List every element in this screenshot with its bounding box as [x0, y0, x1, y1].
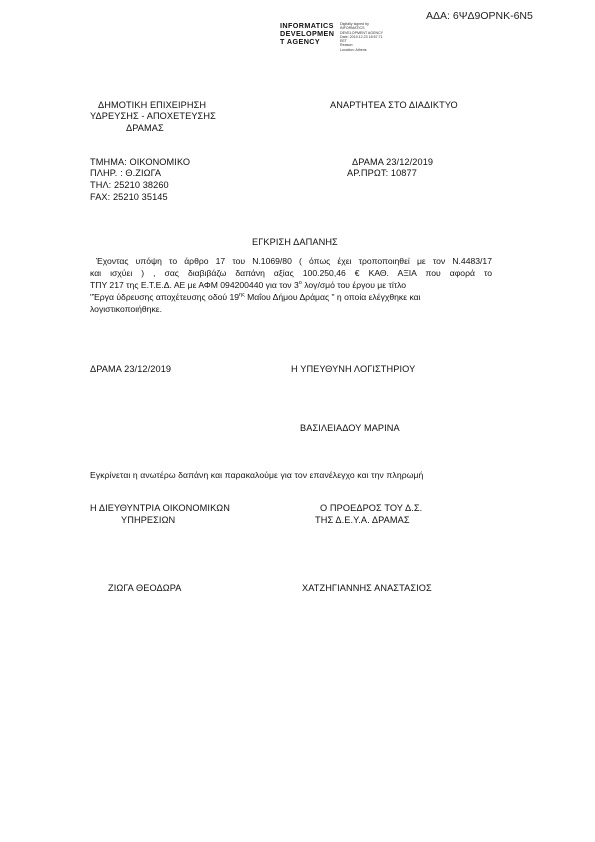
org-name-line-2: ΥΔΡΕΥΣΗΣ - ΑΠΟΧΕΤΕΥΣΗΣ [90, 111, 216, 121]
org-name-line-3: ΔΡΑΜΑΣ [126, 123, 164, 133]
stamp-org-line: INFORMATICS [280, 21, 334, 30]
protocol-number: ΑΡ.ΠΡΩΤ: 10877 [347, 168, 417, 178]
phone: ΤΗΛ: 25210 38260 [90, 180, 169, 190]
stamp-detail-line: EET [340, 39, 347, 44]
stamp-detail-line: DEVELOPMENT AGENCY [340, 30, 384, 35]
body-text: ΤΠΥ 217 της Ε.Τ.Ε.Δ. ΑΕ με ΑΦΜ 094200440 για τον 3 [90, 280, 299, 290]
director-role-line-1: Η ΔΙΕΥΘΥΝΤΡΙΑ ΟΙΚΟΝΟΜΙΚΩΝ [90, 503, 230, 513]
org-name-line-1: ΔΗΜΟΤΙΚΗ ΕΠΙΧΕΙΡΗΣΗ [98, 100, 207, 110]
department: ΤΜΗΜΑ: ΟΙΚΟΝΟΜΙΚΟ [90, 157, 191, 167]
stamp-detail-line: Reason: [340, 43, 354, 48]
stamp-detail-line: INFORMATICS [340, 26, 365, 31]
president-name: ΧΑΤΖΗΓΙΑΝΝΗΣ ΑΝΑΣΤΑΣΙΟΣ [302, 583, 432, 593]
body-line: και ισχύει ) , σας διαβιβάζω δαπάνη αξίας 100.250,46 € ΚΑΘ. ΑΞΙΑ που αφορά το [90, 268, 492, 278]
body-line [90, 279, 492, 291]
body-text: "Έργα ύδρευσης αποχέτευσης οδού 19 [90, 292, 240, 302]
stamp-org-line: T AGENCY [280, 37, 321, 46]
approval-statement: Εγκρίνεται η ανωτέρω δαπάνη και παρακαλούμε για τον επανέλεγχο και την πληρωμή [90, 470, 424, 480]
body-line [90, 291, 492, 303]
accountant-role: Η ΥΠΕΥΘΥΝΗ ΛΟΓΙΣΤΗΡΙΟΥ [291, 364, 416, 374]
superscript: ο [298, 280, 302, 287]
stamp-detail-line: Digitally signed by [340, 22, 369, 26]
body-text: λογ/σμό του έργου με τίτλο [301, 280, 407, 290]
stamp-org-line: DEVELOPMEN [280, 29, 335, 38]
body-line: λογιστικοποιήθηκε. [90, 304, 162, 314]
body-text: Μαΐου Δήμου Δράμας " η οποία ελέγχθηκε και [244, 292, 421, 302]
document-title: ΕΓΚΡΙΣΗ ΔΑΠΑΝΗΣ [252, 237, 338, 247]
stamp-detail-line: Location: Athens [340, 47, 367, 52]
signature-stamp-org [280, 22, 334, 46]
signature-stamp-details [340, 22, 383, 52]
posting-note: ΑΝΑΡΤΗΤΕΑ ΣΤΟ ΔΙΑΔΙΚΤΥΟ [330, 100, 458, 110]
ada-code: ΑΔΑ: 6ΨΔ9ΟΡΝΚ-6Ν5 [426, 10, 533, 22]
document-date: ΔΡΑΜΑ 23/12/2019 [352, 157, 434, 167]
body-line: Έχοντας υπόψη το άρθρο 17 του Ν.1069/80 ( όπως έχει τροποποιηθεί με τον Ν.4483/17 [96, 256, 492, 266]
director-role-line-2: ΥΠΗΡΕΣΙΩΝ [121, 515, 176, 525]
accountant-name: ΒΑΣΙΛΕΙΑΔΟΥ ΜΑΡΙΝΑ [300, 423, 400, 433]
accountant-date: ΔΡΑΜΑ 23/12/2019 [90, 364, 172, 374]
contact-person: ΠΛΗΡ. : Θ.ΖΙΩΓΑ [90, 168, 162, 178]
fax: FAX: 25210 35145 [90, 192, 168, 202]
superscript: ης [239, 292, 245, 299]
president-role-line-1: Ο ΠΡΟΕΔΡΟΣ ΤΟΥ Δ.Σ. [320, 503, 423, 513]
stamp-detail-line: Date: 2019.12.23 18:57:71 [340, 34, 383, 39]
body-paragraph [90, 255, 492, 315]
director-name: ΖΙΩΓΑ ΘΕΟΔΩΡΑ [108, 583, 182, 593]
president-role-line-2: ΤΗΣ Δ.Ε.Υ.Α. ΔΡΑΜΑΣ [315, 515, 410, 525]
